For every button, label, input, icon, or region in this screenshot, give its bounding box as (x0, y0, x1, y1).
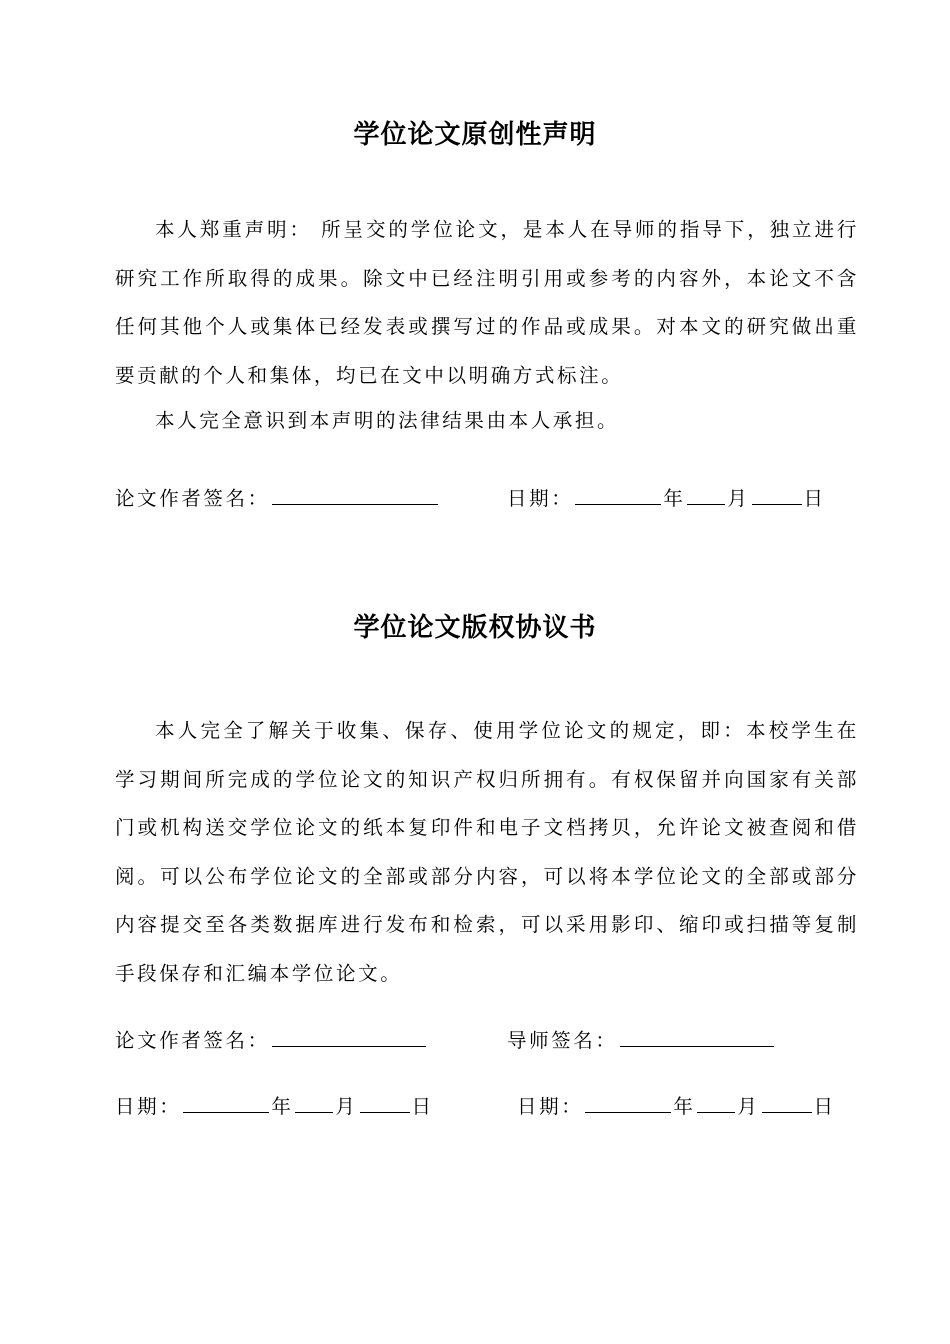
day-blank[interactable] (752, 484, 802, 505)
year-label: 年 (673, 1095, 696, 1118)
declaration-paragraph: 本人郑重声明： 所呈交的学位论文，是本人在导师的指导下，独立进行研究工作所取得的成果。除文中已经注明引用或参考的内容外，本论文不含任何其他个人或集体已经发表或撰写过的作品或成果。对本文的研究做出重要贡献的个人和集体，均已在文中以明确方式标注。 (115, 218, 859, 387)
advisor-signature-blank[interactable] (620, 1026, 774, 1047)
declaration-date-line (507, 484, 826, 510)
date-label: 日期： (517, 1095, 584, 1118)
agreement-author-date-line (115, 1092, 434, 1118)
author-signature-label: 论文作者签名： (115, 1029, 270, 1052)
agreement-advisor-date-line (517, 1092, 836, 1118)
agreement-title: 学位论文版权协议书 (353, 613, 597, 643)
agreement-advisor-signature-line (507, 1026, 776, 1052)
month-label: 月 (727, 487, 750, 510)
year-blank[interactable] (183, 1092, 269, 1113)
year-blank[interactable] (575, 484, 661, 505)
day-label: 日 (411, 1095, 434, 1118)
month-label: 月 (737, 1095, 760, 1118)
author-signature-label: 论文作者签名： (115, 487, 270, 510)
month-blank[interactable] (295, 1092, 333, 1113)
agreement-author-signature-line (115, 1026, 428, 1052)
day-blank[interactable] (360, 1092, 410, 1113)
author-signature-blank[interactable] (272, 1026, 426, 1047)
month-label: 月 (335, 1095, 358, 1118)
day-label: 日 (813, 1095, 836, 1118)
year-blank[interactable] (585, 1092, 671, 1113)
year-label: 年 (271, 1095, 294, 1118)
year-label: 年 (663, 487, 686, 510)
declaration-signature-line (115, 484, 440, 510)
month-blank[interactable] (687, 484, 725, 505)
author-signature-blank[interactable] (272, 484, 438, 505)
month-blank[interactable] (697, 1092, 735, 1113)
day-label: 日 (803, 487, 826, 510)
date-label: 日期： (507, 487, 574, 510)
agreement-paragraph: 本人完全了解关于收集、保存、使用学位论文的规定，即：本校学生在学习期间所完成的学位论文的知识产权归所拥有。有权保留并向国家有关部门或机构送交学位论文的纸本复印件和电子文档拷贝，允许论文被查阅和借阅。可以公布学位论文的全部或部分内容，可以将本学位论文的全部或部分内容提交至各类数据库进行发布和检索，可以采用影印、缩印或扫描等复制手段保存和汇编本学位论文。 (115, 719, 859, 985)
advisor-signature-label: 导师签名： (507, 1029, 618, 1052)
day-blank[interactable] (762, 1092, 812, 1113)
date-label: 日期： (115, 1095, 182, 1118)
declaration-responsibility-paragraph: 本人完全意识到本声明的法律结果由本人承担。 (155, 409, 620, 432)
declaration-title: 学位论文原创性声明 (353, 120, 597, 150)
